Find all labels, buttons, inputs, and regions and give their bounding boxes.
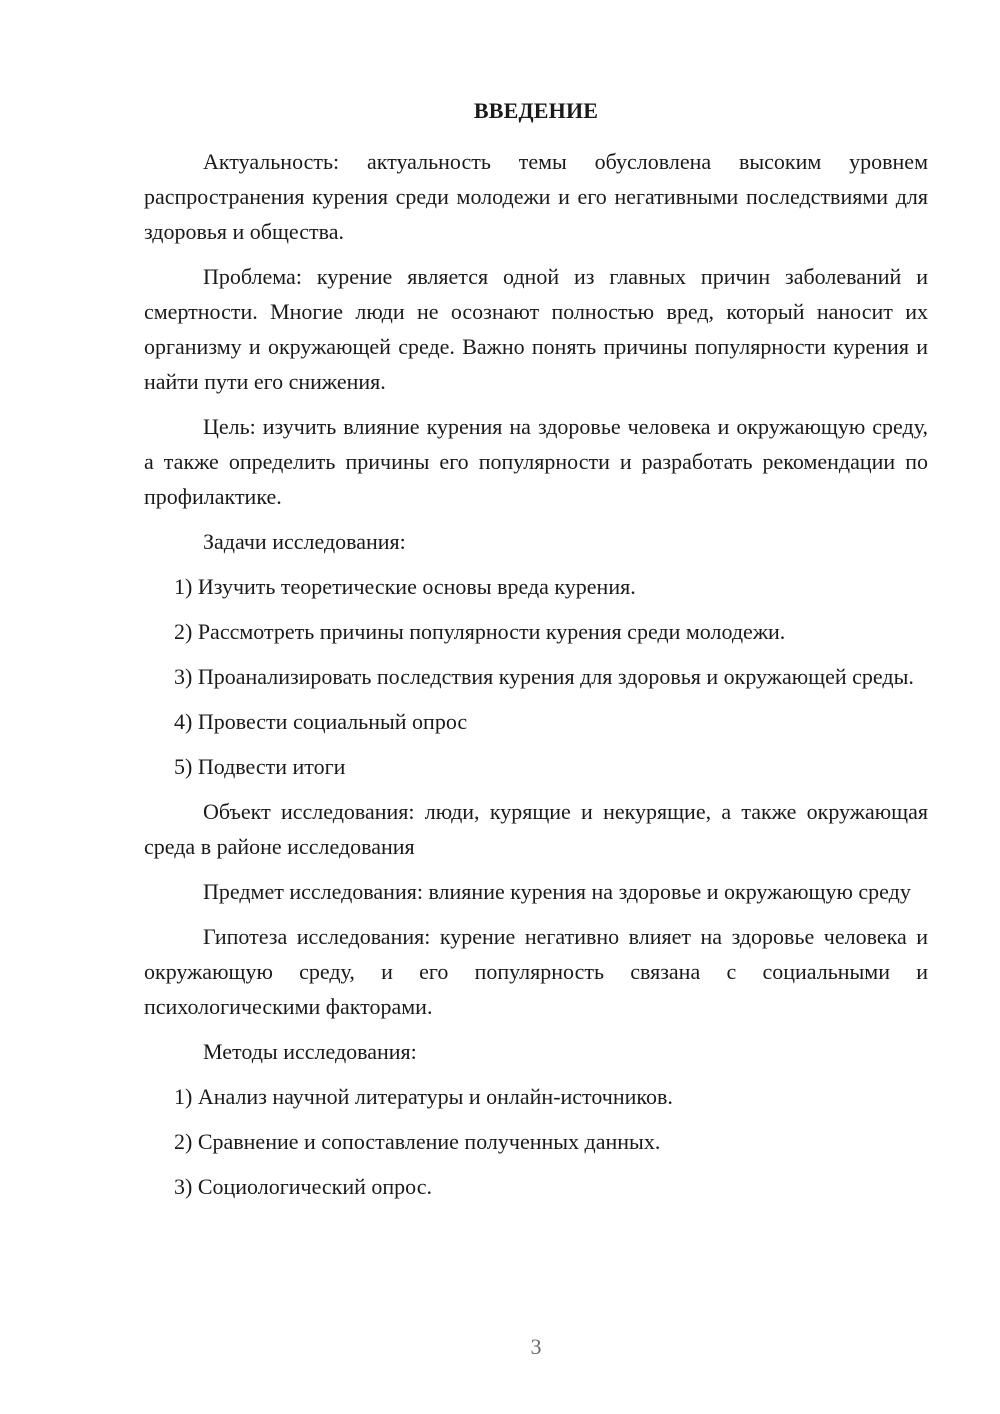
- method-item-2: 2) Сравнение и сопоставление полученных данных.: [174, 1129, 661, 1154]
- problem-paragraph: Проблема: курение является одной из главных причин заболеваний и смертности. Многие люди не осознают полностью вред, который наносит их организму и окружающей среде. Важно понять причины популярности курения и найти пути его снижения.: [144, 264, 928, 394]
- method-item-1: 1) Анализ научной литературы и онлайн-источников.: [174, 1084, 673, 1109]
- task-item-1: 1) Изучить теоретические основы вреда курения.: [174, 574, 636, 599]
- object-paragraph: Объект исследования: люди, курящие и некурящие, а также окружающая среда в районе исследования: [144, 799, 928, 859]
- page-number: 3: [530, 1334, 542, 1359]
- subject-paragraph: Предмет исследования: влияние курения на здоровье и окружающую среду: [203, 879, 911, 904]
- page-title: ВВЕДЕНИЕ: [473, 98, 599, 123]
- relevance-paragraph: Актуальность: актуальность темы обусловлена высоким уровнем распространения курения среди молодежи и его негативными последствиями для здоровья и общества.: [144, 149, 928, 244]
- hypothesis-paragraph: Гипотеза исследования: курение негативно влияет на здоровье человека и окружающую среду, и его популярность связана с социальными и психологическими факторами.: [144, 924, 928, 1019]
- goal-paragraph: Цель: изучить влияние курения на здоровье человека и окружающую среду, а также определить причины его популярности и разработать рекомендации по профилактике.: [144, 414, 928, 509]
- task-item-4: 4) Провести социальный опрос: [174, 709, 468, 734]
- task-item-3: 3) Проанализировать последствия курения для здоровья и окружающей среды.: [174, 664, 914, 689]
- method-item-3: 3) Социологический опрос.: [174, 1174, 432, 1199]
- document-page: [144, 96, 928, 1214]
- tasks-heading: Задачи исследования:: [203, 529, 406, 554]
- task-item-2: 2) Рассмотреть причины популярности курения среди молодежи.: [174, 619, 786, 644]
- task-item-5: 5) Подвести итоги: [174, 754, 346, 779]
- methods-heading: Методы исследования:: [203, 1039, 417, 1064]
